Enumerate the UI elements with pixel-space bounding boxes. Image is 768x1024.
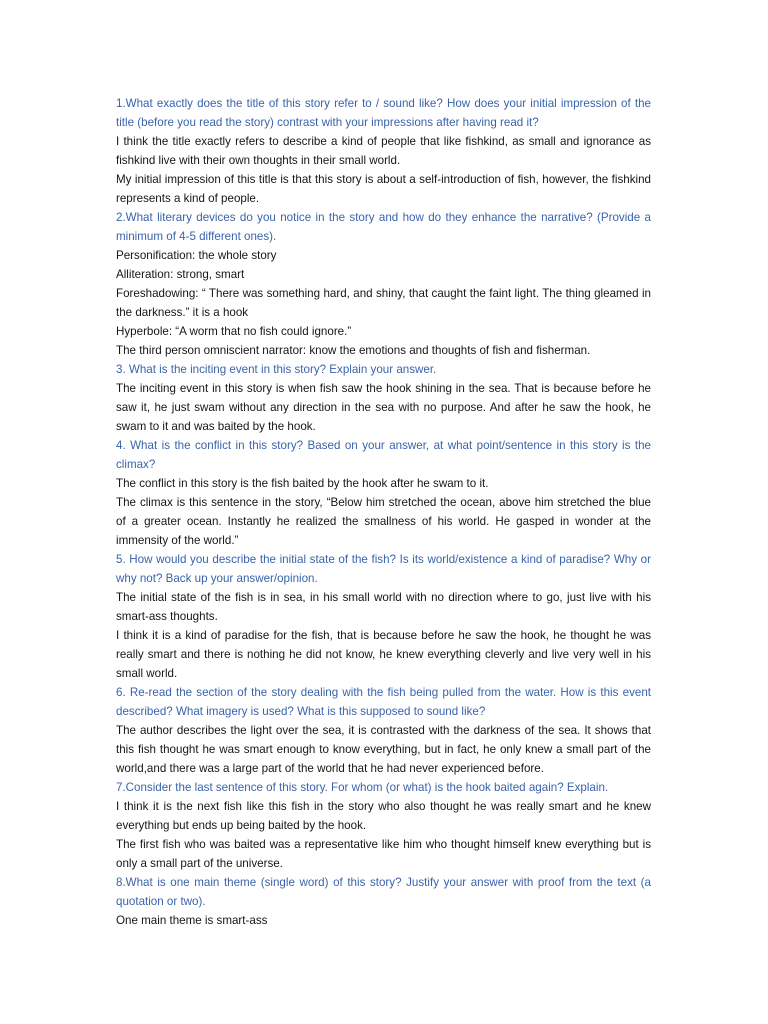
- answer-7-first-fish: The first fish who was baited was a representative like him who thought himself knew everything but is only a small part of the universe.: [116, 838, 651, 870]
- answer-2-hyperbole: Hyperbole: “A worm that no fish could ignore.”: [116, 325, 352, 338]
- question-7: 7.Consider the last sentence of this story. For whom (or what) is the hook baited again? Explain.: [116, 781, 609, 794]
- answer-2-foreshadowing: Foreshadowing: “ There was something hard, and shiny, that caught the faint light. The thing gleamed in the darkness.” it is a hook: [116, 287, 651, 319]
- answer-2-narrator: The third person omniscient narrator: know the emotions and thoughts of fish and fisherman.: [116, 344, 591, 357]
- answer-2-personification: Personification: the whole story: [116, 249, 277, 262]
- question-5: 5. How would you describe the initial state of the fish? Is its world/existence a kind of paradise? Why or why not? Back up your answer/opinion.: [116, 553, 651, 585]
- question-8: 8.What is one main theme (single word) of this story? Justify your answer with proof from the text (a quotation or two).: [116, 876, 651, 908]
- answer-3-inciting-event: The inciting event in this story is when fish saw the hook shining in the sea. That is because before he saw it, he just swam without any direction in the sea with no purpose. And after he saw the hook, he swam to it and was baited by the hook.: [116, 382, 651, 433]
- answer-8-theme: One main theme is smart-ass: [116, 914, 268, 927]
- answer-5-initial-state: The initial state of the fish is in sea, in his small world with no direction where to go, just live with his smart-ass thoughts.: [116, 591, 651, 623]
- question-4: 4. What is the conflict in this story? Based on your answer, at what point/sentence in this story is the climax?: [116, 439, 651, 471]
- answer-7-next-fish: I think it is the next fish like this fish in the story who also thought he was really smart and he knew everything but ends up being baited by the hook.: [116, 800, 651, 832]
- question-2: 2.What literary devices do you notice in the story and how do they enhance the narrative? (Provide a minimum of 4-5 different ones).: [116, 211, 651, 243]
- answer-2-alliteration: Alliteration: strong, smart: [116, 268, 245, 281]
- answer-4-climax: The climax is this sentence in the story, “Below him stretched the ocean, above him stretched the blue of a greater ocean. Instantly he realized the smallness of his world. He gasped in wonder at the immensity of the world.”: [116, 496, 651, 547]
- question-3: 3. What is the inciting event in this story? Explain your answer.: [116, 363, 437, 376]
- answer-1-initial-impression: My initial impression of this title is that this story is about a self-introduction of fish, however, the fishkind represents a kind of people.: [116, 173, 651, 205]
- answer-4-conflict: The conflict in this story is the fish baited by the hook after he swam to it.: [116, 477, 489, 490]
- question-1: 1.What exactly does the title of this story refer to / sound like? How does your initial impression of the title (before you read the story) contrast with your impressions after having read it?: [116, 97, 651, 129]
- answer-5-paradise: I think it is a kind of paradise for the fish, that is because before he saw the hook, he thought he was really smart and there is nothing he did not know, he knew everything cleverly and live very well in his small world.: [116, 629, 651, 680]
- document-body: [116, 94, 651, 930]
- answer-1-title-meaning: I think the title exactly refers to describe a kind of people that like fishkind, as small and ignorance as fishkind live with their own thoughts in their small world.: [116, 135, 651, 167]
- answer-6-imagery: The author describes the light over the sea, it is contrasted with the darkness of the sea. It shows that this fish thought he was smart enough to know everything, but in fact, he only knew a small part of the world,and there was a large part of the world that he had never experienced before.: [116, 724, 651, 775]
- question-6: 6. Re-read the section of the story dealing with the fish being pulled from the water. How is this event described? What imagery is used? What is this supposed to sound like?: [116, 686, 651, 718]
